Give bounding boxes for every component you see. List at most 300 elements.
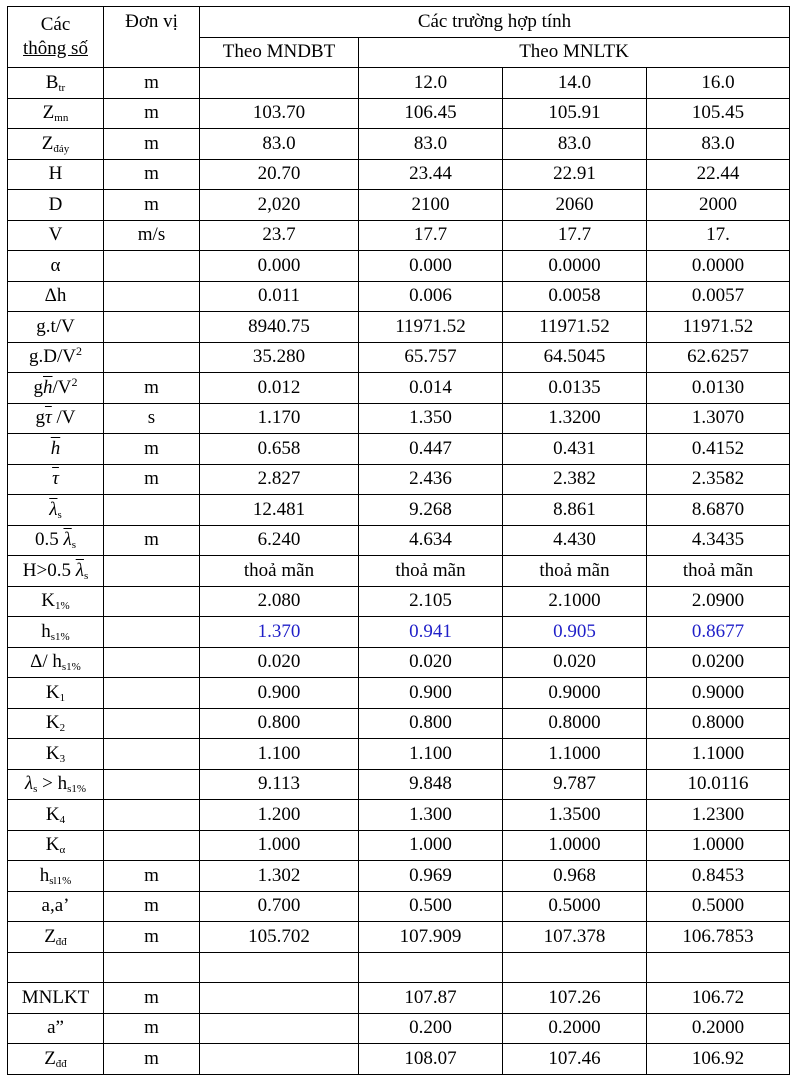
value-cell: 83.0 xyxy=(503,129,647,160)
table-row xyxy=(8,556,790,587)
unit-cell xyxy=(104,342,200,373)
value-cell: 0.006 xyxy=(359,281,503,312)
param-subscript: 4 xyxy=(59,813,66,826)
unit-cell: m xyxy=(104,1013,200,1044)
param-subscript: mn xyxy=(54,112,69,125)
unit-cell: m xyxy=(104,98,200,129)
value-cell: 17.7 xyxy=(503,220,647,251)
param-cell xyxy=(8,525,104,556)
unit-cell xyxy=(104,800,200,831)
param-symbol: a” xyxy=(47,1017,64,1039)
value-cell: 0.000 xyxy=(359,251,503,282)
value-cell: 0.2000 xyxy=(647,1013,790,1044)
param-symbol: V xyxy=(48,224,63,246)
table-row xyxy=(8,342,790,373)
unit-cell: m xyxy=(104,129,200,160)
unit-cell xyxy=(104,251,200,282)
param-overline-symbol: $\overline{\lambda}$ xyxy=(75,559,84,581)
param-cell xyxy=(8,159,104,190)
value-cell: 0.431 xyxy=(503,434,647,465)
value-cell: 1.0000 xyxy=(647,830,790,861)
value-cell: 2100 xyxy=(359,190,503,221)
param-cell xyxy=(8,647,104,678)
table-row xyxy=(8,708,790,739)
param-overline-symbol: $\overline{\tau}$ xyxy=(52,468,59,490)
value-cell: 0.969 xyxy=(359,861,503,892)
value-cell: 2.3582 xyxy=(647,464,790,495)
value-cell: 0.8000 xyxy=(503,708,647,739)
value-cell: 1.1000 xyxy=(503,739,647,770)
value-cell: 0.000 xyxy=(200,251,359,282)
value-cell xyxy=(200,983,359,1014)
table-row xyxy=(8,739,790,770)
param-subscript: α xyxy=(59,844,66,857)
value-cell: 1.2300 xyxy=(647,800,790,831)
param-superscript: 2 xyxy=(71,374,78,389)
value-cell: 2.382 xyxy=(503,464,647,495)
value-cell: thoả mãn xyxy=(647,556,790,587)
unit-cell: m xyxy=(104,68,200,99)
param-subscript: s xyxy=(83,569,89,582)
value-cell xyxy=(200,952,359,983)
params-header-line1: Các xyxy=(40,14,71,35)
value-cell: 2.080 xyxy=(200,586,359,617)
table-row xyxy=(8,495,790,526)
param-symbol: K xyxy=(45,712,60,734)
value-cell: thoả mãn xyxy=(503,556,647,587)
value-cell: 0.447 xyxy=(359,434,503,465)
param-suffix: /V xyxy=(52,376,72,398)
param-subscript: 1% xyxy=(55,600,70,613)
unit-cell xyxy=(104,281,200,312)
unit-cell xyxy=(104,617,200,648)
param-subscript: s xyxy=(33,783,38,796)
value-cell: 0.014 xyxy=(359,373,503,404)
param-symbol: K xyxy=(45,681,60,703)
value-cell: 83.0 xyxy=(359,129,503,160)
value-cell: 65.757 xyxy=(359,342,503,373)
table-row xyxy=(8,678,790,709)
value-cell: 1.1000 xyxy=(647,739,790,770)
value-cell xyxy=(503,952,647,983)
param-cell xyxy=(8,98,104,129)
param-suffix: /V xyxy=(51,407,76,429)
value-cell: 9.113 xyxy=(200,769,359,800)
table-row xyxy=(8,952,790,983)
value-cell: 64.5045 xyxy=(503,342,647,373)
unit-cell: m xyxy=(104,434,200,465)
value-cell: 1.170 xyxy=(200,403,359,434)
param-symbol: λ xyxy=(24,773,34,795)
value-cell: 0.900 xyxy=(200,678,359,709)
table-row xyxy=(8,617,790,648)
unit-cell: m xyxy=(104,525,200,556)
table-row xyxy=(8,983,790,1014)
unit-cell xyxy=(104,647,200,678)
table-row xyxy=(8,769,790,800)
param-cell xyxy=(8,1013,104,1044)
value-cell xyxy=(359,952,503,983)
value-cell: 0.0000 xyxy=(647,251,790,282)
param-cell xyxy=(8,586,104,617)
value-cell: 2.105 xyxy=(359,586,503,617)
param-overline-symbol: $\overline{\tau}$ xyxy=(44,407,52,429)
value-cell: 0.800 xyxy=(200,708,359,739)
param-symbol: D xyxy=(48,193,63,215)
value-cell: 12.0 xyxy=(359,68,503,99)
param-subscript: s xyxy=(57,508,62,521)
value-cell: 8.861 xyxy=(503,495,647,526)
value-cell: 2.0900 xyxy=(647,586,790,617)
table-row xyxy=(8,159,790,190)
mnltk-header: Theo MNLTK xyxy=(359,37,790,68)
unit-cell: m xyxy=(104,373,200,404)
param-subscript: s1% xyxy=(50,630,70,643)
value-cell xyxy=(200,68,359,99)
value-cell: 2,020 xyxy=(200,190,359,221)
calculation-table xyxy=(7,6,790,1075)
value-cell: 1.3070 xyxy=(647,403,790,434)
param-symbol: h xyxy=(41,620,51,642)
param-cell xyxy=(8,68,104,99)
unit-cell: m xyxy=(104,1044,200,1075)
value-cell: 9.848 xyxy=(359,769,503,800)
value-cell: 107.87 xyxy=(359,983,503,1014)
value-cell xyxy=(647,952,790,983)
param-cell xyxy=(8,891,104,922)
value-cell: 10.0116 xyxy=(647,769,790,800)
value-cell: 105.45 xyxy=(647,98,790,129)
param-cell xyxy=(8,312,104,343)
param-overline-symbol: $\overline{\lambda}$ xyxy=(63,529,72,551)
value-cell: thoả mãn xyxy=(359,556,503,587)
value-cell: 0.8677 xyxy=(647,617,790,648)
param-symbol: Z xyxy=(44,1047,56,1069)
value-cell: 11971.52 xyxy=(503,312,647,343)
value-cell: 0.0135 xyxy=(503,373,647,404)
table-row xyxy=(8,251,790,282)
table-row xyxy=(8,1044,790,1075)
value-cell: 83.0 xyxy=(647,129,790,160)
param-cell xyxy=(8,403,104,434)
value-cell: 83.0 xyxy=(200,129,359,160)
param-cell xyxy=(8,251,104,282)
unit-cell xyxy=(104,708,200,739)
param-subscript: 1 xyxy=(59,691,66,704)
unit-cell: m/s xyxy=(104,220,200,251)
param-subscript: s1% xyxy=(61,661,81,674)
unit-cell xyxy=(104,312,200,343)
param-symbol: Δ/ h xyxy=(30,651,62,673)
value-cell: 106.7853 xyxy=(647,922,790,953)
param-cell xyxy=(8,281,104,312)
param-symbol: K xyxy=(45,742,60,764)
value-cell: 105.91 xyxy=(503,98,647,129)
value-cell: 9.268 xyxy=(359,495,503,526)
value-cell: 4.634 xyxy=(359,525,503,556)
value-cell: 1.3200 xyxy=(503,403,647,434)
value-cell: 0.020 xyxy=(359,647,503,678)
param-symbol: a,a’ xyxy=(41,895,70,917)
value-cell: 106.72 xyxy=(647,983,790,1014)
param-superscript: 2 xyxy=(75,344,82,359)
value-cell: 6.240 xyxy=(200,525,359,556)
value-cell: 17. xyxy=(647,220,790,251)
param-cell xyxy=(8,495,104,526)
table-row xyxy=(8,403,790,434)
param-cell xyxy=(8,556,104,587)
value-cell: 16.0 xyxy=(647,68,790,99)
value-cell xyxy=(200,1044,359,1075)
param-overline-symbol: $\overline{h}$ xyxy=(43,376,53,398)
value-cell: 1.100 xyxy=(359,739,503,770)
value-cell: 14.0 xyxy=(503,68,647,99)
value-cell: 106.45 xyxy=(359,98,503,129)
table-row xyxy=(8,525,790,556)
param-symbol: K xyxy=(45,834,60,856)
unit-cell xyxy=(104,830,200,861)
param-cell xyxy=(8,342,104,373)
table-row xyxy=(8,891,790,922)
param-cell xyxy=(8,922,104,953)
value-cell: 20.70 xyxy=(200,159,359,190)
value-cell: 0.011 xyxy=(200,281,359,312)
value-cell: 1.370 xyxy=(200,617,359,648)
value-cell: 0.012 xyxy=(200,373,359,404)
table-row xyxy=(8,68,790,99)
value-cell: 0.0058 xyxy=(503,281,647,312)
value-cell: 22.44 xyxy=(647,159,790,190)
value-cell: 1.100 xyxy=(200,739,359,770)
param-subscript: sl1% xyxy=(49,874,72,887)
value-cell: 1.350 xyxy=(359,403,503,434)
param-cell xyxy=(8,769,104,800)
unit-cell: m xyxy=(104,983,200,1014)
value-cell: 8940.75 xyxy=(200,312,359,343)
param-prefix: g xyxy=(33,376,43,398)
value-cell: 0.0057 xyxy=(647,281,790,312)
param-cell xyxy=(8,617,104,648)
param-prefix: H>0.5 xyxy=(22,559,76,581)
cases-header: Các trường hợp tính xyxy=(200,7,790,38)
value-cell: 108.07 xyxy=(359,1044,503,1075)
value-cell: 0.020 xyxy=(200,647,359,678)
value-cell: 23.44 xyxy=(359,159,503,190)
value-cell: 107.46 xyxy=(503,1044,647,1075)
value-cell: 0.941 xyxy=(359,617,503,648)
table-row xyxy=(8,800,790,831)
param-subscript: 2 xyxy=(59,722,66,735)
value-cell: 62.6257 xyxy=(647,342,790,373)
param-cell xyxy=(8,739,104,770)
value-cell: 0.020 xyxy=(503,647,647,678)
param-cell xyxy=(8,129,104,160)
table-row xyxy=(8,464,790,495)
value-cell: 2.827 xyxy=(200,464,359,495)
param-cell xyxy=(8,464,104,495)
value-cell: 11971.52 xyxy=(647,312,790,343)
value-cell: 1.0000 xyxy=(503,830,647,861)
value-cell: 0.9000 xyxy=(647,678,790,709)
table-row xyxy=(8,861,790,892)
unit-cell: m xyxy=(104,159,200,190)
value-cell: thoả mãn xyxy=(200,556,359,587)
unit-cell xyxy=(104,952,200,983)
table-row xyxy=(8,586,790,617)
unit-cell: m xyxy=(104,464,200,495)
value-cell: 0.9000 xyxy=(503,678,647,709)
params-header xyxy=(8,7,104,68)
param-symbol: K xyxy=(41,590,56,612)
value-cell: 1.302 xyxy=(200,861,359,892)
value-cell: 0.5000 xyxy=(503,891,647,922)
value-cell: 107.26 xyxy=(503,983,647,1014)
value-cell: 0.200 xyxy=(359,1013,503,1044)
table-row xyxy=(8,922,790,953)
table-row xyxy=(8,312,790,343)
param-symbol: Δh xyxy=(44,285,67,307)
value-cell: 0.500 xyxy=(359,891,503,922)
table-row xyxy=(8,1013,790,1044)
table-row xyxy=(8,830,790,861)
unit-cell xyxy=(104,678,200,709)
unit-cell: m xyxy=(104,891,200,922)
param-cell xyxy=(8,830,104,861)
param-prefix: 0.5 xyxy=(34,529,64,551)
unit-cell xyxy=(104,556,200,587)
param-subscript: đđ xyxy=(55,935,67,948)
param-cell xyxy=(8,373,104,404)
table-row xyxy=(8,98,790,129)
unit-cell: s xyxy=(104,403,200,434)
value-cell: 23.7 xyxy=(200,220,359,251)
param-symbol: K xyxy=(45,803,60,825)
param-cell xyxy=(8,220,104,251)
value-cell: 0.900 xyxy=(359,678,503,709)
param-subscript: đđ xyxy=(55,1057,67,1070)
param-cell xyxy=(8,800,104,831)
unit-cell: m xyxy=(104,190,200,221)
value-cell: 1.000 xyxy=(200,830,359,861)
table-row xyxy=(8,647,790,678)
value-cell: 11971.52 xyxy=(359,312,503,343)
value-cell: 103.70 xyxy=(200,98,359,129)
param-subscript: s1% xyxy=(67,783,87,796)
value-cell: 1.3500 xyxy=(503,800,647,831)
value-cell: 0.0000 xyxy=(503,251,647,282)
value-cell: 2060 xyxy=(503,190,647,221)
value-cell: 0.968 xyxy=(503,861,647,892)
value-cell: 106.92 xyxy=(647,1044,790,1075)
value-cell: 107.378 xyxy=(503,922,647,953)
mndbt-header: Theo MNDBT xyxy=(200,37,359,68)
value-cell: 0.0130 xyxy=(647,373,790,404)
param-cell xyxy=(8,952,104,983)
value-cell: 0.905 xyxy=(503,617,647,648)
param-cell xyxy=(8,1044,104,1075)
value-cell: 0.5000 xyxy=(647,891,790,922)
unit-cell xyxy=(104,769,200,800)
value-cell: 107.909 xyxy=(359,922,503,953)
value-cell: 8.6870 xyxy=(647,495,790,526)
table-row xyxy=(8,434,790,465)
param-subscript: s xyxy=(71,539,76,552)
table-row xyxy=(8,373,790,404)
param-symbol: g.t/V xyxy=(36,315,75,337)
param-symbol: Z xyxy=(42,102,55,124)
unit-cell xyxy=(104,586,200,617)
value-cell: 9.787 xyxy=(503,769,647,800)
value-cell: 4.3435 xyxy=(647,525,790,556)
param-prefix: g xyxy=(35,407,45,429)
unit-cell xyxy=(104,739,200,770)
table-row xyxy=(8,129,790,160)
table-row xyxy=(8,220,790,251)
table-row xyxy=(8,190,790,221)
value-cell: 0.4152 xyxy=(647,434,790,465)
value-cell: 2.1000 xyxy=(503,586,647,617)
unit-cell: m xyxy=(104,922,200,953)
param-subscript: đáy xyxy=(53,142,70,155)
param-subscript: 3 xyxy=(59,752,66,765)
param-symbol: H xyxy=(48,163,63,185)
param-cell xyxy=(8,190,104,221)
param-symbol: B xyxy=(45,71,59,93)
value-cell: 22.91 xyxy=(503,159,647,190)
header-row xyxy=(8,7,790,38)
value-cell: 1.300 xyxy=(359,800,503,831)
value-cell: 105.702 xyxy=(200,922,359,953)
value-cell: 2000 xyxy=(647,190,790,221)
param-cell xyxy=(8,434,104,465)
params-header-line2: thông số xyxy=(23,38,88,59)
value-cell: 0.658 xyxy=(200,434,359,465)
param-symbol: h xyxy=(39,864,50,886)
param-overline-symbol: $\overline{\lambda}$ xyxy=(49,498,58,520)
value-cell: 4.430 xyxy=(503,525,647,556)
param-subscript: tr xyxy=(58,81,66,94)
param-overline-symbol: $\overline{h}$ xyxy=(50,437,61,459)
value-cell: 35.280 xyxy=(200,342,359,373)
param-symbol: α xyxy=(50,254,61,276)
value-cell: 2.436 xyxy=(359,464,503,495)
unit-cell: m xyxy=(104,861,200,892)
value-cell: 17.7 xyxy=(359,220,503,251)
value-cell: 0.800 xyxy=(359,708,503,739)
value-cell: 1.000 xyxy=(359,830,503,861)
param-cell xyxy=(8,678,104,709)
value-cell: 0.2000 xyxy=(503,1013,647,1044)
table-row xyxy=(8,281,790,312)
value-cell xyxy=(200,1013,359,1044)
param-symbol: g.D/V xyxy=(29,346,76,368)
param-cell xyxy=(8,861,104,892)
value-cell: 12.481 xyxy=(200,495,359,526)
value-cell: 0.8000 xyxy=(647,708,790,739)
param-suffix: > h xyxy=(37,773,68,795)
param-symbol: Z xyxy=(41,132,54,154)
param-symbol: MNLKT xyxy=(21,986,90,1008)
value-cell: 0.8453 xyxy=(647,861,790,892)
param-symbol: Z xyxy=(44,925,56,947)
value-cell: 1.200 xyxy=(200,800,359,831)
param-cell xyxy=(8,708,104,739)
value-cell: 0.0200 xyxy=(647,647,790,678)
unit-header: Đơn vị xyxy=(104,7,200,68)
unit-cell xyxy=(104,495,200,526)
param-cell xyxy=(8,983,104,1014)
value-cell: 0.700 xyxy=(200,891,359,922)
